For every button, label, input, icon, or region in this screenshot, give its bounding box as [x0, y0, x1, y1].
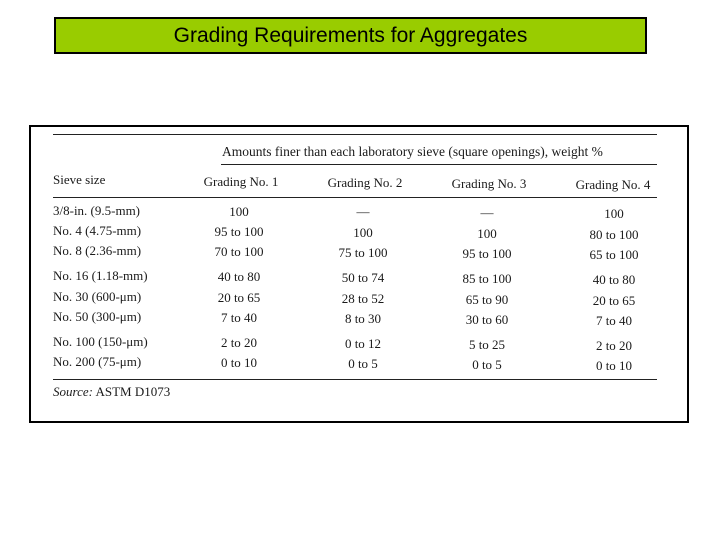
- table-cell: 100: [353, 225, 373, 240]
- row-header-sieve-size: Sieve size: [53, 172, 106, 187]
- header-rule: [53, 197, 657, 198]
- table-cell: 40 to 80: [217, 269, 261, 284]
- table-cell: 2 to 20: [595, 338, 633, 353]
- table-top-rule: [53, 134, 657, 135]
- slide-title: [54, 17, 647, 54]
- source-note: [53, 384, 170, 400]
- sieve-label: No. 4 (4.75-mm): [53, 223, 142, 238]
- column-header-grading-2: Grading No. 2: [327, 175, 403, 190]
- table-cell: 50 to 74: [341, 270, 385, 285]
- sieve-label: 3/8-in. (9.5-mm): [53, 203, 141, 218]
- sieve-label: No. 16 (1.18-mm): [53, 268, 148, 283]
- table-cell: 30 to 60: [465, 312, 509, 327]
- column-header-grading-3: Grading No. 3: [451, 176, 527, 191]
- table-cell: —: [480, 205, 494, 220]
- source-label: Source:: [53, 384, 93, 399]
- table-cell: 40 to 80: [592, 272, 636, 287]
- table-cell: 75 to 100: [338, 245, 388, 260]
- table-cell: 100: [229, 204, 249, 219]
- table-cell: 65 to 100: [589, 247, 639, 262]
- sieve-label: No. 8 (2.36-mm): [53, 243, 142, 258]
- scanned-table-image: [29, 125, 689, 423]
- table-cell: 100: [604, 206, 624, 221]
- slide-title-text: Grading Requirements for Aggregates: [173, 23, 528, 47]
- table-cell: 65 to 90: [465, 292, 509, 307]
- table-cell: 0 to 5: [472, 357, 502, 372]
- spanner-heading: Amounts finer than each laboratory sieve (square openings), weight %: [222, 144, 603, 159]
- table-cell: 20 to 65: [592, 293, 636, 308]
- sieve-label: No. 50 (300-μm): [53, 309, 142, 324]
- table-cell: 2 to 20: [220, 335, 258, 350]
- table-cell: 7 to 40: [595, 313, 633, 328]
- table-cell: 70 to 100: [214, 244, 264, 259]
- table-cell: 0 to 12: [344, 336, 382, 351]
- table-cell: 80 to 100: [589, 227, 639, 242]
- table-cell: 28 to 52: [341, 291, 385, 306]
- table-cell: 95 to 100: [462, 246, 512, 261]
- table-cell: 8 to 30: [344, 311, 382, 326]
- sieve-label: No. 200 (75-μm): [53, 354, 142, 369]
- column-header-grading-1: Grading No. 1: [203, 174, 279, 189]
- table-cell: 0 to 10: [220, 355, 258, 370]
- column-header-grading-4: Grading No. 4: [575, 177, 651, 192]
- table-cell: 20 to 65: [217, 290, 261, 305]
- table-cell: 95 to 100: [214, 224, 264, 239]
- table-cell: 5 to 25: [468, 337, 506, 352]
- table-cell: 0 to 10: [595, 358, 633, 373]
- source-text: ASTM D1073: [95, 384, 171, 399]
- table-cell: 100: [477, 226, 497, 241]
- bottom-rule: [53, 379, 657, 380]
- table-cell: 85 to 100: [462, 271, 512, 286]
- table-cell: —: [356, 204, 370, 219]
- sieve-label: No. 30 (600-μm): [53, 289, 142, 304]
- sieve-label: No. 100 (150-μm): [53, 334, 148, 349]
- table-cell: 7 to 40: [220, 310, 258, 325]
- table-cell: 0 to 5: [348, 356, 378, 371]
- spanner-rule: [221, 164, 657, 165]
